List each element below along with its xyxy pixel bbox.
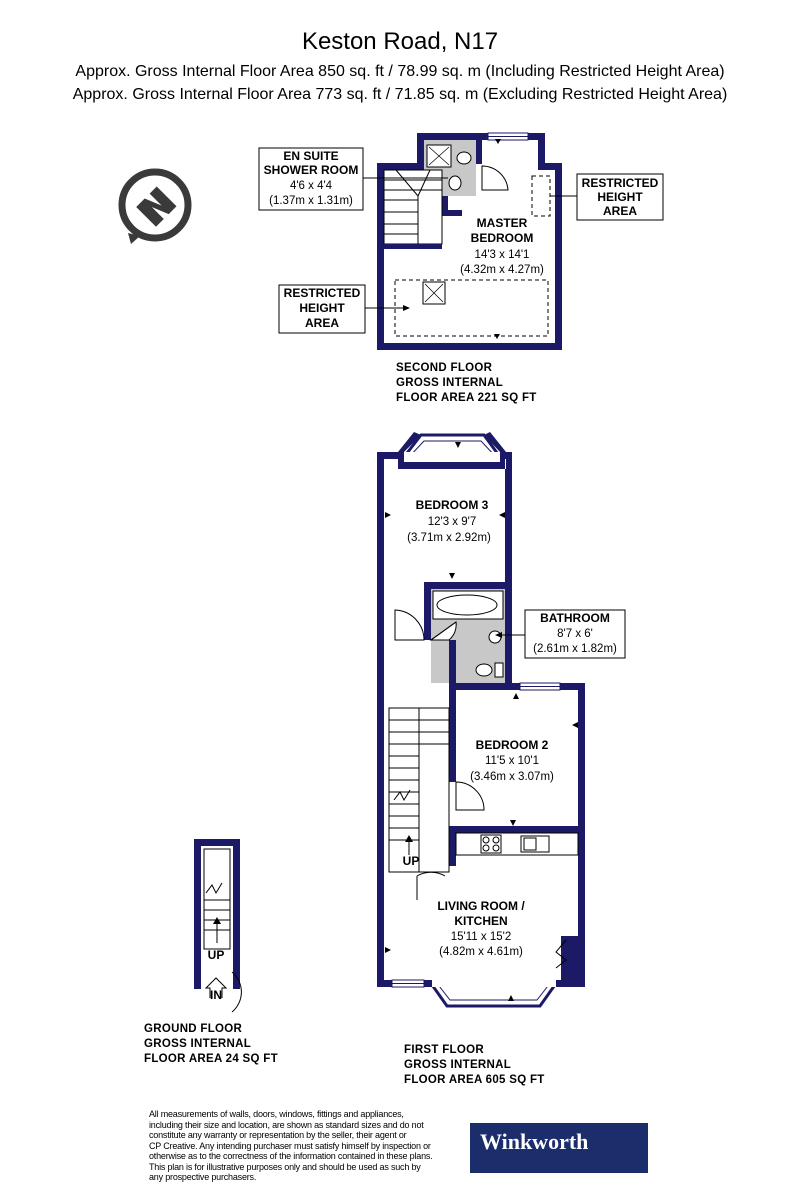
bathroom-callout-dims-metric: (2.61m x 1.82m) (533, 643, 617, 655)
living-room-name-1: LIVING ROOM / (437, 899, 525, 913)
disclaimer-line: including their size and location, are shown as standard sizes and do not (149, 1119, 424, 1130)
ground-floor-label-2: GROSS INTERNAL (144, 1038, 252, 1050)
master-bedroom-dims-metric: (4.32m x 4.27m) (460, 264, 544, 276)
restricted-right-line-2: HEIGHT (597, 190, 643, 204)
bathroom-callout-dims-imperial: 8'7 x 6' (557, 628, 593, 640)
ground-floor-stairs-up: UP (207, 948, 225, 962)
area-including-restricted: Approx. Gross Internal Floor Area 850 sq. ft / 78.99 sq. m (Including Restricted Height Area) (75, 63, 725, 80)
ground-floor-label-3: FLOOR AREA 24 SQ FT (144, 1053, 278, 1065)
disclaimer-line: constitute any warranty or representation by the seller, their agent or (149, 1130, 407, 1140)
disclaimer-line: All measurements of walls, doors, windows, fittings and appliances, (149, 1109, 404, 1119)
restricted-left-line-2: HEIGHT (299, 301, 345, 315)
ground-floor-plan (194, 839, 241, 1012)
living-room-dims-imperial: 15'11 x 15'2 (450, 931, 512, 943)
entrance-label: IN (210, 988, 222, 1002)
ensuite-callout-line-3: 4'6 x 4'4 (289, 180, 333, 192)
restricted-left-line-1: RESTRICTED (283, 286, 361, 300)
disclaimer-text (149, 1109, 469, 1183)
second-floor-label-2: GROSS INTERNAL (396, 377, 504, 389)
bedroom-2-dims-metric: (3.46m x 3.07m) (470, 771, 554, 783)
living-room-dims-metric: (4.82m x 4.61m) (439, 946, 523, 958)
first-floor-stairs-up: UP (402, 854, 420, 868)
restricted-right-line-3: AREA (602, 204, 638, 218)
first-floor-label-1: FIRST FLOOR (404, 1044, 484, 1056)
first-floor-label-2: GROSS INTERNAL (404, 1059, 512, 1071)
restricted-left-line-3: AREA (304, 316, 340, 330)
disclaimer-line: otherwise as to the correctness of the information contained in these plans. (149, 1151, 433, 1161)
master-bedroom-dims-imperial: 14'3 x 14'1 (474, 249, 530, 261)
plan-title: Keston Road, N17 (301, 28, 499, 55)
second-floor-label-3: FLOOR AREA 221 SQ FT (396, 392, 537, 404)
ensuite-callout-line-2: SHOWER ROOM (263, 163, 359, 177)
bedroom-3-dims-metric: (3.71m x 2.92m) (407, 532, 491, 544)
restricted-right-line-1: RESTRICTED (581, 176, 659, 190)
ensuite-callout-line-4: (1.37m x 1.31m) (269, 195, 353, 207)
master-bedroom-name-1: MASTER (476, 216, 528, 230)
disclaimer-line: This plan is for illustrative purposes only and should be used as such by (149, 1161, 421, 1172)
bathroom-callout-name: BATHROOM (540, 611, 610, 625)
master-bedroom-name-2: BEDROOM (470, 231, 534, 245)
bedroom-2-dims-imperial: 11'5 x 10'1 (484, 755, 540, 767)
living-room-name-2: KITCHEN (454, 914, 508, 928)
area-excluding-restricted: Approx. Gross Internal Floor Area 773 sq. ft / 71.85 sq. m (Excluding Restricted Height Area) (72, 86, 728, 103)
north-arrow-icon (122, 172, 188, 244)
ground-floor-label-1: GROUND FLOOR (144, 1023, 243, 1035)
disclaimer-line: any prospective purchasers. (149, 1172, 257, 1182)
bedroom-2-name: BEDROOM 2 (475, 738, 549, 752)
bedroom-3-dims-imperial: 12'3 x 9'7 (427, 516, 477, 528)
ensuite-callout-line-1: EN SUITE (283, 149, 339, 163)
first-floor-label-3: FLOOR AREA 605 SQ FT (404, 1074, 545, 1086)
brand-name: Winkworth (480, 1129, 589, 1154)
bedroom-3-name: BEDROOM 3 (415, 498, 489, 512)
disclaimer-line: CP Creative. Any intending purchaser must satisfy himself by inspection or (149, 1140, 431, 1151)
second-floor-label-1: SECOND FLOOR (396, 362, 493, 374)
brand-logo (470, 1123, 648, 1173)
